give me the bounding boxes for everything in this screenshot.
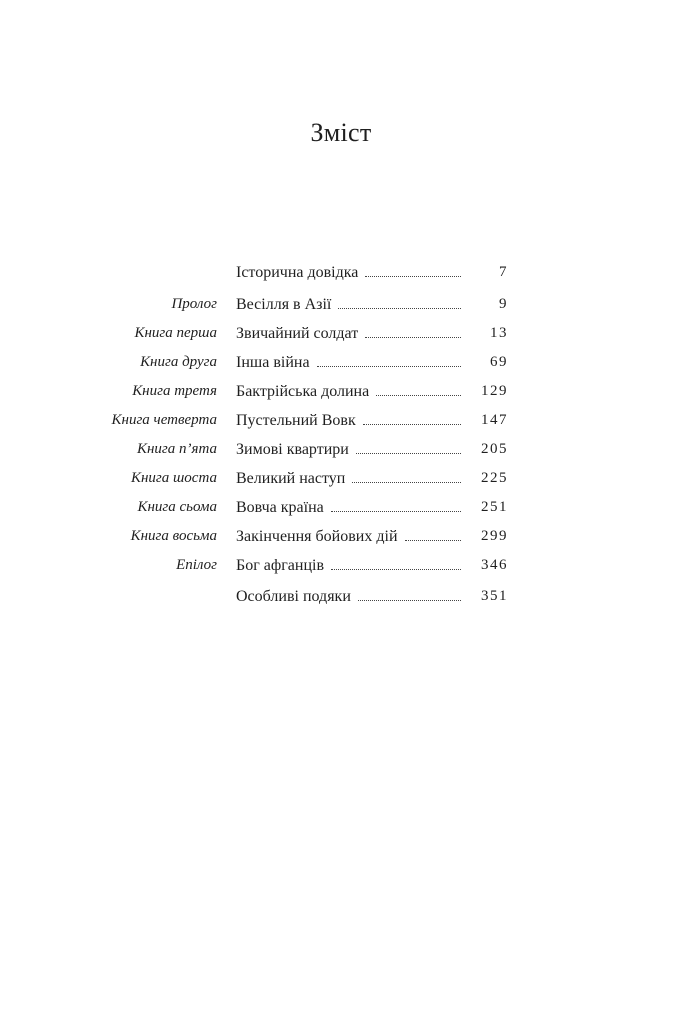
toc-book-label: Пролог <box>171 296 217 312</box>
toc-chapter-title: Бог афганців <box>236 556 325 574</box>
toc-book-label: Книга третя <box>132 383 217 399</box>
toc-dot-leader <box>365 275 461 277</box>
toc-book-label: Книга восьма <box>130 528 217 544</box>
toc-page-number: 13 <box>490 325 508 341</box>
toc-row <box>0 319 682 348</box>
toc-entry <box>236 582 461 611</box>
toc-dot-leader <box>363 423 461 425</box>
toc-chapter-title: Історична довідка <box>236 263 359 281</box>
toc-page-number: 346 <box>481 557 508 573</box>
toc-entry <box>236 522 461 551</box>
toc-page-number: 69 <box>490 354 508 370</box>
toc-dot-leader <box>352 481 461 483</box>
toc-chapter-title: Пустельний Вовк <box>236 411 356 429</box>
toc-dot-leader <box>358 599 461 601</box>
toc-row <box>0 348 682 377</box>
toc-row <box>0 464 682 493</box>
toc-chapter-title: Великий наступ <box>236 469 346 487</box>
toc-chapter-title: Зимові квартири <box>236 440 349 458</box>
toc-book-label: Книга сьома <box>137 499 217 515</box>
toc-chapter-title: Закінчення бойових дій <box>236 527 398 545</box>
table-of-contents <box>0 258 682 611</box>
page-title: Зміст <box>310 118 372 147</box>
toc-book-label: Епілог <box>176 557 217 573</box>
toc-book-label: Книга четверта <box>111 412 217 428</box>
toc-chapter-title: Бактрійська долина <box>236 382 370 400</box>
toc-entry <box>236 377 461 406</box>
toc-dot-leader <box>365 336 461 338</box>
toc-row <box>0 582 682 611</box>
toc-row <box>0 290 682 319</box>
toc-chapter-title: Особливі подяки <box>236 587 351 605</box>
toc-chapter-title: Звичайний солдат <box>236 324 359 342</box>
toc-book-label: Книга шоста <box>130 470 217 486</box>
toc-page-number: 351 <box>481 588 508 604</box>
toc-entry <box>236 551 461 580</box>
toc-entry <box>236 406 461 435</box>
toc-page-number: 147 <box>481 412 508 428</box>
toc-page-number: 129 <box>481 383 508 399</box>
toc-page-number: 225 <box>481 470 508 486</box>
toc-dot-leader <box>338 307 461 309</box>
toc-chapter-title: Весілля в Азії <box>236 295 332 313</box>
toc-dot-leader <box>317 365 461 367</box>
toc-dot-leader <box>356 452 461 454</box>
toc-chapter-title: Інша війна <box>236 353 310 371</box>
toc-book-label: Книга друга <box>140 354 217 370</box>
toc-dot-leader <box>405 539 462 541</box>
toc-row <box>0 493 682 522</box>
toc-dot-leader <box>331 510 461 512</box>
toc-row <box>0 406 682 435</box>
toc-entry <box>236 464 461 493</box>
toc-book-label: Книга п’ята <box>137 441 217 457</box>
toc-row <box>0 551 682 580</box>
toc-entry <box>236 493 461 522</box>
toc-row <box>0 258 682 287</box>
toc-entry <box>236 290 461 319</box>
toc-page-number: 9 <box>499 296 508 312</box>
toc-entry <box>236 348 461 377</box>
toc-entry <box>236 435 461 464</box>
toc-dot-leader <box>331 568 461 570</box>
toc-page-number: 7 <box>499 264 508 280</box>
toc-entry <box>236 319 461 348</box>
toc-chapter-title: Вовча країна <box>236 498 324 516</box>
toc-row <box>0 435 682 464</box>
toc-page-number: 251 <box>481 499 508 515</box>
toc-dot-leader <box>376 394 461 396</box>
toc-row <box>0 522 682 551</box>
toc-row <box>0 377 682 406</box>
toc-book-label: Книга перша <box>134 325 217 341</box>
toc-entry <box>236 258 461 287</box>
toc-page-number: 205 <box>481 441 508 457</box>
toc-page-number: 299 <box>481 528 508 544</box>
